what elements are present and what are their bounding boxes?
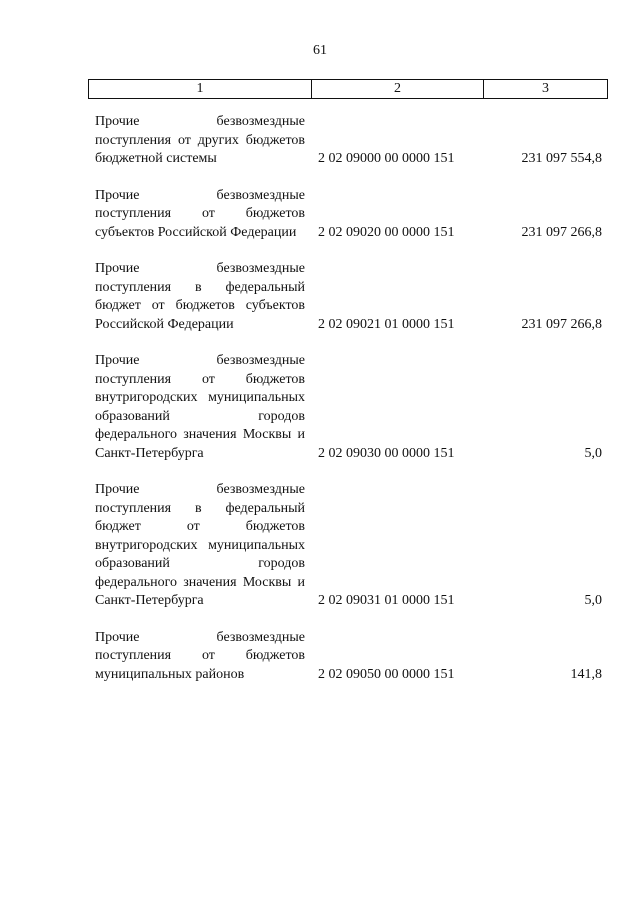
row-label: Прочие безвозмездные поступления от бюджетов внутригородских муниципальных образований городов федерального значения Москвы и Санкт-Петербурга bbox=[95, 353, 305, 461]
row-label: Прочие безвозмездные поступления от других бюджетов бюджетной системы bbox=[95, 114, 305, 166]
table-row bbox=[0, 629, 640, 685]
row-amount: 231 097 554,8 bbox=[521, 151, 602, 166]
table-row bbox=[0, 260, 640, 334]
row-code: 2 02 09020 00 0000 151 bbox=[318, 224, 455, 240]
row-code: 2 02 09050 00 0000 151 bbox=[318, 666, 455, 682]
table-row bbox=[0, 481, 640, 611]
row-code: 2 02 09030 00 0000 151 bbox=[318, 445, 455, 461]
table-header bbox=[88, 79, 608, 99]
row-amount: 141,8 bbox=[570, 666, 602, 682]
row-label: Прочие безвозмездные поступления от бюджетов муниципальных районов bbox=[95, 629, 305, 682]
table-row bbox=[0, 352, 640, 463]
row-code: 2 02 09000 00 0000 151 bbox=[318, 151, 455, 166]
row-code: 2 02 09021 01 0000 151 bbox=[318, 316, 455, 332]
row-amount: 231 097 266,8 bbox=[521, 316, 602, 332]
row-amount: 231 097 266,8 bbox=[521, 224, 602, 240]
row-label: Прочие безвозмездные поступления в федеральный бюджет от бюджетов субъектов Российской Федерации bbox=[95, 261, 305, 332]
row-label: Прочие безвозмездные поступления в федеральный бюджет от бюджетов внутригородских муниципальных образований городов федерального значения Москвы и Санкт-Петербурга bbox=[95, 482, 305, 608]
row-amount: 5,0 bbox=[584, 593, 602, 608]
page-number: 61 bbox=[313, 43, 327, 58]
header-col-3: 3 bbox=[542, 81, 549, 96]
row-amount: 5,0 bbox=[584, 445, 602, 461]
table-row bbox=[0, 187, 640, 243]
header-col-2: 2 bbox=[312, 80, 484, 98]
row-label: Прочие безвозмездные поступления от бюджетов субъектов Российской Федерации bbox=[95, 187, 305, 240]
row-code: 2 02 09031 01 0000 151 bbox=[318, 593, 455, 608]
table-body bbox=[0, 113, 640, 702]
table-row bbox=[0, 113, 640, 169]
header-col-1: 1 bbox=[89, 80, 312, 98]
